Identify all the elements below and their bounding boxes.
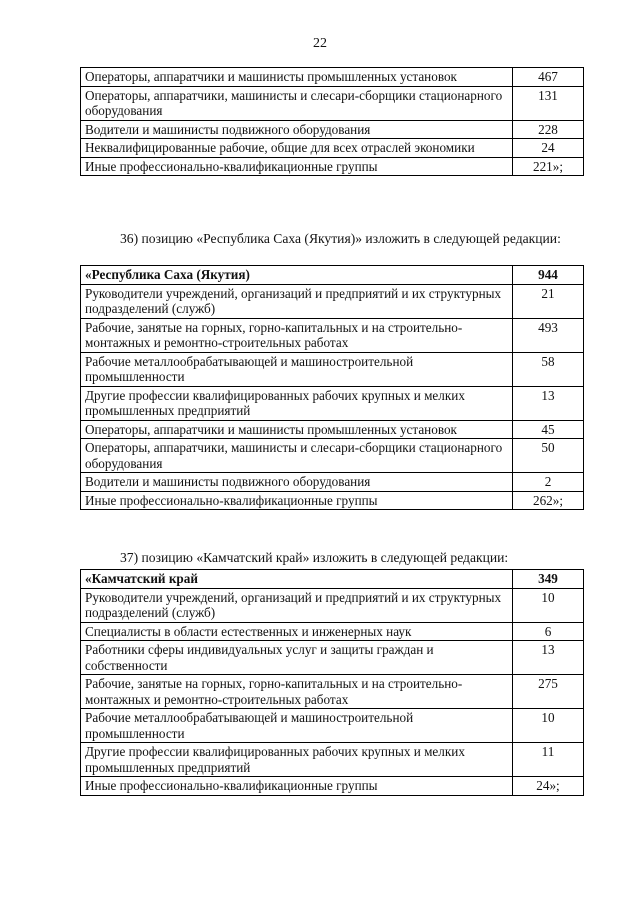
occupation-count: 24: [513, 139, 584, 158]
occupation-label: Операторы, аппаратчики, машинисты и слесари-сборщики стационарного оборудования: [81, 439, 513, 473]
occupation-count: 24»;: [513, 777, 584, 796]
occupation-label: Специалисты в области естественных и инженерных наук: [81, 622, 513, 641]
occupation-count: 50: [513, 439, 584, 473]
table-row: [81, 622, 584, 641]
occupation-label: Водители и машинисты подвижного оборудования: [81, 120, 513, 139]
occupation-label: Рабочие, занятые на горных, горно-капитальных и на строительно-монтажных и ремонтно-строительных работах: [81, 675, 513, 709]
region-name: «Камчатский край: [81, 570, 513, 589]
occupation-label: Руководители учреждений, организаций и предприятий и их структурных подразделений (служб): [81, 284, 513, 318]
occupation-count: 58: [513, 352, 584, 386]
table-row: [81, 157, 584, 176]
occupation-label: Операторы, аппаратчики и машинисты промышленных установок: [81, 420, 513, 439]
occupation-count: 493: [513, 318, 584, 352]
occupation-count: 6: [513, 622, 584, 641]
paragraph-36: 36) позицию «Республика Саха (Якутия)» изложить в следующей редакции:: [120, 231, 561, 246]
occupation-count: 262»;: [513, 491, 584, 510]
table-row: [81, 120, 584, 139]
occupation-label: Неквалифицированные рабочие, общие для всех отраслей экономики: [81, 139, 513, 158]
occupation-label: Иные профессионально-квалификационные группы: [81, 777, 513, 796]
occupation-label: Операторы, аппаратчики, машинисты и слесари-сборщики стационарного оборудования: [81, 86, 513, 120]
occupation-label: Работники сферы индивидуальных услуг и защиты граждан и собственности: [81, 641, 513, 675]
occupation-count: 11: [513, 743, 584, 777]
occupation-count: 13: [513, 641, 584, 675]
table-row: [81, 386, 584, 420]
occupation-count: 10: [513, 709, 584, 743]
occupation-label: Рабочие металлообрабатывающей и машиностроительной промышленности: [81, 352, 513, 386]
table-row: [81, 588, 584, 622]
occupation-count: 228: [513, 120, 584, 139]
occupation-count: 10: [513, 588, 584, 622]
table-body: [81, 570, 584, 796]
table-row: [81, 439, 584, 473]
occupation-count: 467: [513, 68, 584, 87]
table-row: [81, 641, 584, 675]
occupation-count: 13: [513, 386, 584, 420]
table-row: [81, 420, 584, 439]
table-row: [81, 743, 584, 777]
table-row: [81, 777, 584, 796]
occupation-label: Иные профессионально-квалификационные группы: [81, 491, 513, 510]
occupation-count: 221»;: [513, 157, 584, 176]
table-continued: [80, 67, 584, 176]
table-row: [81, 491, 584, 510]
table-row: [81, 352, 584, 386]
table-row: [81, 284, 584, 318]
table-row: [81, 86, 584, 120]
occupation-label: Руководители учреждений, организаций и предприятий и их структурных подразделений (служб): [81, 588, 513, 622]
table-row: [81, 139, 584, 158]
occupation-label: Рабочие металлообрабатывающей и машиностроительной промышленности: [81, 709, 513, 743]
table-header-row: [81, 570, 584, 589]
occupation-count: 21: [513, 284, 584, 318]
table-row: [81, 709, 584, 743]
occupation-label: Другие профессии квалифицированных рабочих крупных и мелких промышленных предприятий: [81, 386, 513, 420]
table-row: [81, 68, 584, 87]
region-total: 349: [513, 570, 584, 589]
occupation-label: Иные профессионально-квалификационные группы: [81, 157, 513, 176]
table-body: [81, 266, 584, 510]
table-row: [81, 473, 584, 492]
occupation-label: Водители и машинисты подвижного оборудования: [81, 473, 513, 492]
table-kamchatka: [80, 569, 584, 796]
table-yakutia: [80, 265, 584, 510]
table-row: [81, 675, 584, 709]
region-name: «Республика Саха (Якутия): [81, 266, 513, 285]
occupation-count: 131: [513, 86, 584, 120]
occupation-label: Другие профессии квалифицированных рабочих крупных и мелких промышленных предприятий: [81, 743, 513, 777]
page-number: 22: [313, 36, 327, 51]
paragraph-37: 37) позицию «Камчатский край» изложить в следующей редакции:: [120, 550, 509, 565]
occupation-count: 2: [513, 473, 584, 492]
occupation-label: Операторы, аппаратчики и машинисты промышленных установок: [81, 68, 513, 87]
occupation-count: 45: [513, 420, 584, 439]
region-total: 944: [513, 266, 584, 285]
table-body: [81, 68, 584, 176]
occupation-label: Рабочие, занятые на горных, горно-капитальных и на строительно-монтажных и ремонтно-строительных работах: [81, 318, 513, 352]
table-header-row: [81, 266, 584, 285]
occupation-count: 275: [513, 675, 584, 709]
table-row: [81, 318, 584, 352]
